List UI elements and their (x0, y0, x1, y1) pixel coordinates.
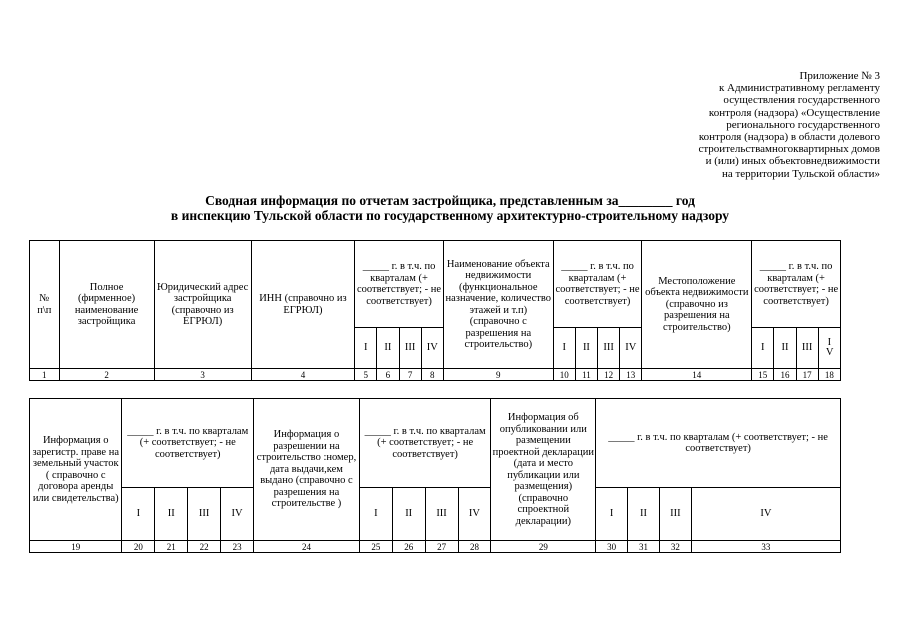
quarter-cell: I (359, 488, 392, 541)
column-number: 10 (553, 369, 575, 381)
column-number: 7 (399, 369, 421, 381)
appendix-note (640, 70, 880, 180)
header-developer-name: Полное (фирменное) наименование застройщика (59, 241, 154, 369)
quarter-cell: I (596, 488, 628, 541)
quarter-cell: III (598, 328, 620, 369)
quarter-cell: IV (458, 488, 491, 541)
column-number: 13 (620, 369, 642, 381)
appendix-line: Приложение № 3 (799, 70, 880, 82)
column-numbers-row (30, 541, 841, 553)
quarter-cell: I (122, 488, 155, 541)
quarters-row (30, 488, 841, 541)
title-line-1: Сводная информация по отчетам застройщика, представленным за________ год (205, 193, 695, 208)
quarter-cell: IV (620, 328, 642, 369)
column-number: 6 (377, 369, 399, 381)
appendix-line: контроля (надзора) «Осуществление (708, 106, 880, 119)
header-quarters-group-3: _____ г. в т.ч. по кварталам (+ соответствует; - не соответствует) (752, 241, 841, 328)
summary-table-2 (29, 398, 841, 553)
header-row (30, 241, 841, 328)
appendix-line: строительствамногоквартирных домов (698, 143, 880, 156)
quarter-cell: III (399, 328, 421, 369)
quarter-cell: II (155, 488, 188, 541)
appendix-line: осуществления государственного (723, 94, 880, 107)
column-number: 5 (355, 369, 377, 381)
header-land-rights: Информация о зарегистр. праве на земельный участок ( справочно с договора аренды или свидетельства) (30, 399, 122, 541)
quarter-cell: I (752, 328, 774, 369)
column-number: 1 (30, 369, 60, 381)
quarter-cell: IV (421, 328, 443, 369)
column-number: 31 (628, 541, 660, 553)
quarter-cell: II (575, 328, 597, 369)
column-number: 25 (359, 541, 392, 553)
quarter-cell (818, 328, 840, 369)
quarter-cell: III (659, 488, 691, 541)
column-number: 20 (122, 541, 155, 553)
column-number: 16 (774, 369, 796, 381)
header-quarters-group-6: _____ г. в т.ч. по кварталам (+ соответствует; - не соответствует) (596, 399, 841, 488)
quarter-cell: IV (691, 488, 840, 541)
column-numbers-row (30, 369, 841, 381)
column-number: 8 (421, 369, 443, 381)
header-inn: ИНН (справочно из ЕГРЮЛ) (251, 241, 354, 369)
column-number: 33 (691, 541, 840, 553)
column-number: 17 (796, 369, 818, 381)
column-number: 4 (251, 369, 354, 381)
column-number: 12 (598, 369, 620, 381)
column-number: 23 (221, 541, 254, 553)
quarter-cell: II (377, 328, 399, 369)
title-line-2: в инспекцию Тульской области по государственному архитектурно-строительному надзору (170, 208, 730, 223)
quarter-cell: IV (221, 488, 254, 541)
column-number: 26 (392, 541, 425, 553)
header-quarters-group-5: _____ г. в т.ч. по кварталам (+ соответствует; - не соответствует) (359, 399, 491, 488)
column-number: 14 (642, 369, 752, 381)
appendix-line: на территории Тульской области» (721, 167, 880, 180)
quarter-cell: II (774, 328, 796, 369)
quarter-iv-vertical: IV (825, 336, 834, 358)
quarter-cell: II (628, 488, 660, 541)
quarter-cell: III (796, 328, 818, 369)
column-number: 32 (659, 541, 691, 553)
column-number: 9 (443, 369, 553, 381)
header-quarters-group-4: _____ г. в т.ч. по кварталам (+ соответствует; - не соответствует) (122, 399, 254, 488)
header-legal-address: Юридический адрес застройщика (справочно из ЕГРЮЛ) (154, 241, 251, 369)
header-location: Местоположение объекта недвижимости (справочно из разрешения на строительство) (642, 241, 752, 369)
column-number: 30 (596, 541, 628, 553)
header-object-name: Наименование объекта недвижимости (функциональное назначение, количество этажей и т.п) (справочно с разрешения на строительство) (443, 241, 553, 369)
column-number: 3 (154, 369, 251, 381)
header-declaration-publication: Информация об опубликовании или размещении проектной декларации (дата и место публикации или размещения) (справочно спроектной декларации) (491, 399, 596, 541)
summary-table-1 (29, 240, 841, 381)
column-number: 18 (818, 369, 840, 381)
header-quarters-group-2: _____ г. в т.ч. по кварталам (+ соответствует; - не соответствует) (553, 241, 642, 328)
appendix-line: регионального государственного (726, 118, 880, 131)
column-number: 29 (491, 541, 596, 553)
appendix-line: контроля (надзора) в области долевого (698, 131, 880, 144)
appendix-line: к Административному регламенту (718, 82, 880, 95)
column-number: 22 (188, 541, 221, 553)
header-num: № п\п (30, 241, 60, 369)
header-building-permit: Информация о разрешении на строительство :номер, дата выдачи,кем выдано (справочно с разрешения на строительстве ) (254, 399, 360, 541)
quarter-cell: I (355, 328, 377, 369)
header-row (30, 399, 841, 488)
column-number: 28 (458, 541, 491, 553)
header-quarters-group-1: _____ г. в т.ч. по кварталам (+ соответствует; - не соответствует) (355, 241, 444, 328)
appendix-line: и (или) иных объектовнедвижимости (705, 155, 880, 168)
quarter-cell: III (188, 488, 221, 541)
document-title (100, 193, 800, 223)
column-number: 21 (155, 541, 188, 553)
quarter-cell: I (553, 328, 575, 369)
quarter-cell: II (392, 488, 425, 541)
column-number: 27 (425, 541, 458, 553)
column-number: 24 (254, 541, 360, 553)
column-number: 11 (575, 369, 597, 381)
column-number: 15 (752, 369, 774, 381)
column-number: 19 (30, 541, 122, 553)
column-number: 2 (59, 369, 154, 381)
quarter-cell: III (425, 488, 458, 541)
